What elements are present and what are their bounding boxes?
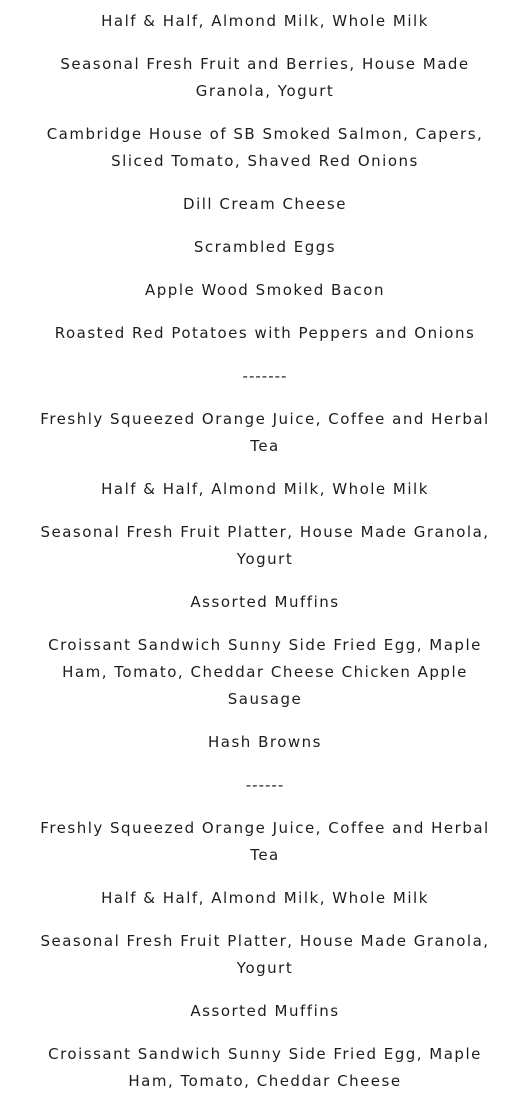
menu-item-milk-options-3: Half & Half, Almond Milk, Whole Milk <box>101 889 429 907</box>
menu-item-scrambled-eggs: Scrambled Eggs <box>193 238 337 256</box>
menu-item-juice-coffee-tea-2: Freshly Squeezed Orange Juice, Coffee and Herbal Tea <box>40 819 490 864</box>
menu-item-muffins-2: Assorted Muffins <box>190 1002 340 1020</box>
menu-divider-1: ------- <box>242 367 288 385</box>
menu-item-croissant-sandwich-1: Croissant Sandwich Sunny Side Fried Egg, Maple Ham, Tomato, Cheddar Cheese Chicken Apple Sausage <box>48 636 482 708</box>
menu-item-croissant-sandwich-2: Croissant Sandwich Sunny Side Fried Egg, Maple Ham, Tomato, Cheddar Cheese <box>48 1045 482 1090</box>
menu-item-dill-cream-cheese: Dill Cream Cheese <box>183 195 347 213</box>
menu-item-hash-browns: Hash Browns <box>208 733 322 751</box>
menu-divider-2: ------ <box>245 776 285 794</box>
menu-item-muffins-1: Assorted Muffins <box>190 593 340 611</box>
menu-item-bacon: Apple Wood Smoked Bacon <box>145 281 385 299</box>
menu-item-milk-options-2: Half & Half, Almond Milk, Whole Milk <box>101 480 429 498</box>
menu-item-roasted-potatoes: Roasted Red Potatoes with Peppers and Onions <box>54 324 476 342</box>
menu-item-smoked-salmon: Cambridge House of SB Smoked Salmon, Capers, Sliced Tomato, Shaved Red Onions <box>46 125 484 170</box>
menu-list <box>0 8 530 1111</box>
menu-item-juice-coffee-tea-1: Freshly Squeezed Orange Juice, Coffee and Herbal Tea <box>40 410 490 455</box>
menu-item-milk-options-1: Half & Half, Almond Milk, Whole Milk <box>101 12 429 30</box>
menu-item-fruit-berries-granola: Seasonal Fresh Fruit and Berries, House Made Granola, Yogurt <box>60 55 470 100</box>
menu-item-fruit-platter-1: Seasonal Fresh Fruit Platter, House Made Granola, Yogurt <box>40 523 490 568</box>
menu-item-fruit-platter-2: Seasonal Fresh Fruit Platter, House Made Granola, Yogurt <box>40 932 490 977</box>
